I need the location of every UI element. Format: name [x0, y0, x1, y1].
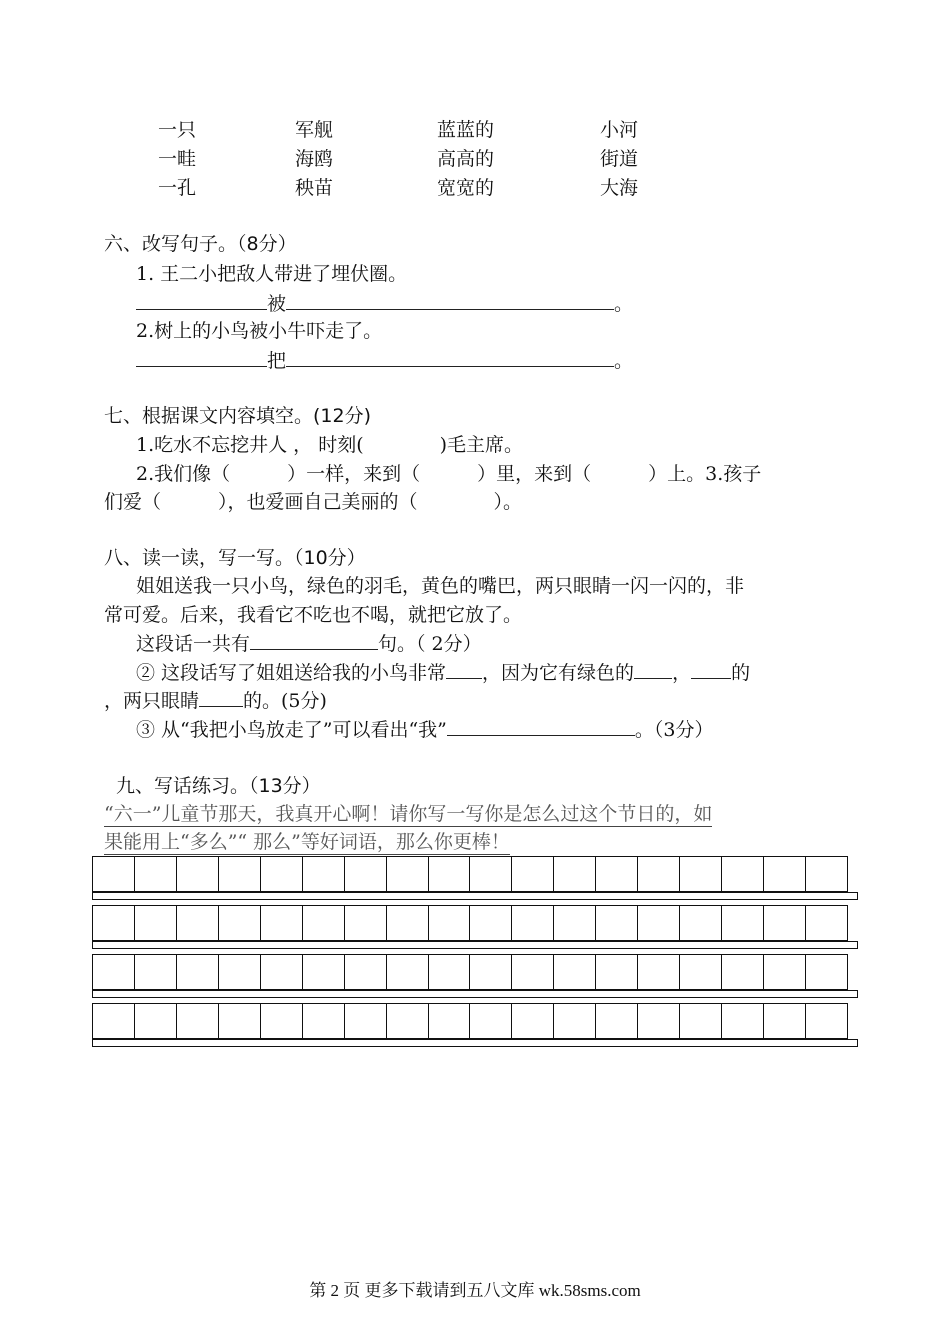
prompt-text: “六一”儿童节那天，我真开心啊！请你写一写你是怎么过这个节日的，如	[104, 803, 713, 825]
section7-heading: 七、根据课文内容填空。(12分)	[104, 405, 372, 427]
section6-answer1-line	[136, 291, 633, 316]
grid-cell[interactable]	[303, 1004, 345, 1038]
grid-cell[interactable]	[177, 857, 219, 891]
grid-row-separator	[92, 990, 858, 998]
grid-cell[interactable]	[303, 857, 345, 891]
answer-blank[interactable]	[286, 348, 614, 367]
q1-text: 这段话一共有	[136, 633, 251, 655]
grid-cell[interactable]	[680, 1004, 722, 1038]
grid-cell[interactable]	[722, 955, 764, 989]
grid-cell[interactable]	[806, 857, 847, 891]
grid-cell[interactable]	[638, 857, 680, 891]
grid-cell[interactable]	[429, 955, 471, 989]
q2-text: ，	[672, 662, 692, 684]
grid-row-separator	[92, 1039, 858, 1047]
section9-prompt-line1	[104, 802, 712, 826]
grid-cell[interactable]	[470, 906, 512, 940]
grid-cell[interactable]	[470, 1004, 512, 1038]
grid-cell[interactable]	[303, 955, 345, 989]
grid-cell[interactable]	[512, 1004, 554, 1038]
grid-cell[interactable]	[596, 857, 638, 891]
prompt-text: 果能用上“多么”“ 那么”等好词语，那么你更棒！	[104, 831, 510, 853]
grid-cell[interactable]	[764, 955, 806, 989]
answer-blank[interactable]	[199, 688, 243, 707]
match-col4-item: 街道	[600, 148, 639, 170]
q2-text: 的	[731, 662, 751, 684]
page-footer: 第 2 页 更多下载请到五八文库 wk.58sms.com	[309, 1281, 641, 1300]
grid-cell[interactable]	[680, 955, 722, 989]
grid-cell[interactable]	[345, 955, 387, 989]
answer-blank[interactable]	[691, 660, 731, 679]
grid-cell[interactable]	[554, 857, 596, 891]
grid-row-separator	[92, 941, 858, 949]
grid-cell[interactable]	[345, 1004, 387, 1038]
grid-cell[interactable]	[261, 1004, 303, 1038]
grid-cell[interactable]	[806, 955, 847, 989]
grid-cell[interactable]	[345, 906, 387, 940]
section6-heading: 六、改写句子。（8分）	[104, 233, 297, 255]
grid-cell[interactable]	[345, 857, 387, 891]
grid-cell[interactable]	[219, 906, 261, 940]
section7-line2: 2.我们像（ ）一样，来到（ ）里，来到（ ）上。3.孩子	[136, 463, 762, 485]
grid-cell[interactable]	[680, 906, 722, 940]
grid-cell[interactable]	[387, 955, 429, 989]
grid-cell[interactable]	[303, 906, 345, 940]
grid-cell[interactable]	[429, 906, 471, 940]
grid-cell[interactable]	[93, 1004, 135, 1038]
q3-text: ③ 从“我把小鸟放走了”可以看出“我”	[136, 719, 447, 741]
grid-cell[interactable]	[638, 955, 680, 989]
q3-points: 。（3分）	[634, 719, 714, 741]
grid-cell[interactable]	[177, 955, 219, 989]
section8-question2-cont	[104, 688, 327, 713]
grid-cell[interactable]	[387, 1004, 429, 1038]
grid-cell[interactable]	[512, 955, 554, 989]
q2-text: ，两只眼睛	[104, 690, 200, 712]
answer2-word: 把	[267, 350, 287, 372]
section8-passage-line2: 常可爱。后来，我看它不吃也不喝，就把它放了。	[104, 604, 523, 626]
grid-cell[interactable]	[554, 955, 596, 989]
match-col3-item: 高高的	[437, 148, 495, 170]
grid-cell[interactable]	[135, 1004, 177, 1038]
grid-cell[interactable]	[596, 906, 638, 940]
match-col1-item: 一畦	[158, 148, 197, 170]
q2-text: ，因为它有绿色的	[482, 662, 635, 684]
section8-question1	[136, 631, 482, 656]
grid-cell[interactable]	[596, 955, 638, 989]
grid-cell[interactable]	[93, 857, 135, 891]
match-col2-item: 军舰	[295, 119, 334, 141]
grid-cell[interactable]	[177, 1004, 219, 1038]
grid-cell[interactable]	[764, 1004, 806, 1038]
match-col3-item: 宽宽的	[437, 177, 495, 199]
section8-question2	[136, 660, 750, 685]
grid-cell[interactable]	[387, 857, 429, 891]
answer-blank[interactable]	[286, 291, 614, 310]
section7-line1: 1.吃水不忘挖井人 ， 时刻( )毛主席。	[136, 434, 524, 456]
answer1-word: 被	[267, 293, 287, 315]
grid-cell[interactable]	[806, 1004, 847, 1038]
answer-blank[interactable]	[136, 291, 267, 310]
grid-cell[interactable]	[219, 857, 261, 891]
grid-cell[interactable]	[93, 906, 135, 940]
answer-blank[interactable]	[447, 717, 635, 736]
q2-points: 的。(5分)	[243, 690, 327, 712]
grid-cell[interactable]	[261, 857, 303, 891]
grid-cell[interactable]	[680, 857, 722, 891]
grid-cell[interactable]	[722, 857, 764, 891]
answer-blank[interactable]	[250, 631, 378, 650]
answer-blank[interactable]	[446, 660, 482, 679]
q2-text: ② 这段话写了姐姐送给我的小鸟非常	[136, 662, 447, 684]
section6-question2: 2.树上的小鸟被小牛吓走了。	[136, 320, 383, 342]
grid-cell[interactable]	[470, 857, 512, 891]
grid-cell[interactable]	[135, 906, 177, 940]
grid-cell[interactable]	[806, 906, 847, 940]
section8-heading: 八、读一读，写一写。（10分）	[104, 547, 366, 569]
section9-heading: 九、写话练习。（13分）	[116, 775, 321, 797]
match-col3-item: 蓝蓝的	[437, 119, 495, 141]
grid-cell[interactable]	[177, 906, 219, 940]
grid-cell[interactable]	[261, 955, 303, 989]
period: 。	[614, 293, 634, 315]
grid-cell[interactable]	[764, 857, 806, 891]
match-col1-item: 一孔	[158, 177, 197, 199]
match-col1-item: 一只	[158, 119, 197, 141]
grid-cell[interactable]	[219, 1004, 261, 1038]
grid-cell[interactable]	[554, 906, 596, 940]
grid-cell[interactable]	[219, 955, 261, 989]
grid-cell[interactable]	[135, 955, 177, 989]
grid-cell[interactable]	[135, 857, 177, 891]
grid-cell[interactable]	[722, 1004, 764, 1038]
grid-cell[interactable]	[638, 906, 680, 940]
grid-cell[interactable]	[638, 1004, 680, 1038]
section8-passage-line1: 姐姐送我一只小鸟，绿色的羽毛，黄色的嘴巴，两只眼睛一闪一闪的，非	[136, 575, 745, 597]
grid-cell[interactable]	[261, 906, 303, 940]
grid-cell[interactable]	[512, 857, 554, 891]
grid-cell[interactable]	[470, 955, 512, 989]
period: 。	[614, 350, 634, 372]
match-col2-item: 秧苗	[295, 177, 334, 199]
q1-points: 句。（ 2分）	[378, 633, 482, 655]
section6-answer2-line	[136, 348, 633, 373]
section8-question3	[136, 717, 714, 742]
grid-cell[interactable]	[764, 906, 806, 940]
section9-prompt-line2	[104, 830, 510, 854]
grid-cell[interactable]	[387, 906, 429, 940]
match-col4-item: 大海	[600, 177, 639, 199]
match-col2-item: 海鸥	[295, 148, 334, 170]
answer-blank[interactable]	[136, 348, 267, 367]
section6-question1: 1. 王二小把敌人带进了埋伏圈。	[136, 263, 408, 285]
grid-cell[interactable]	[512, 906, 554, 940]
grid-cell[interactable]	[93, 955, 135, 989]
section7-line3: 们爱（ ），也爱画自己美丽的（ ）。	[104, 491, 523, 513]
match-col4-item: 小河	[600, 119, 639, 141]
answer-blank[interactable]	[634, 660, 672, 679]
grid-row-separator	[92, 892, 858, 900]
grid-cell[interactable]	[722, 906, 764, 940]
grid-cell[interactable]	[429, 857, 471, 891]
grid-cell[interactable]	[596, 1004, 638, 1038]
grid-cell[interactable]	[429, 1004, 471, 1038]
grid-cell[interactable]	[554, 1004, 596, 1038]
